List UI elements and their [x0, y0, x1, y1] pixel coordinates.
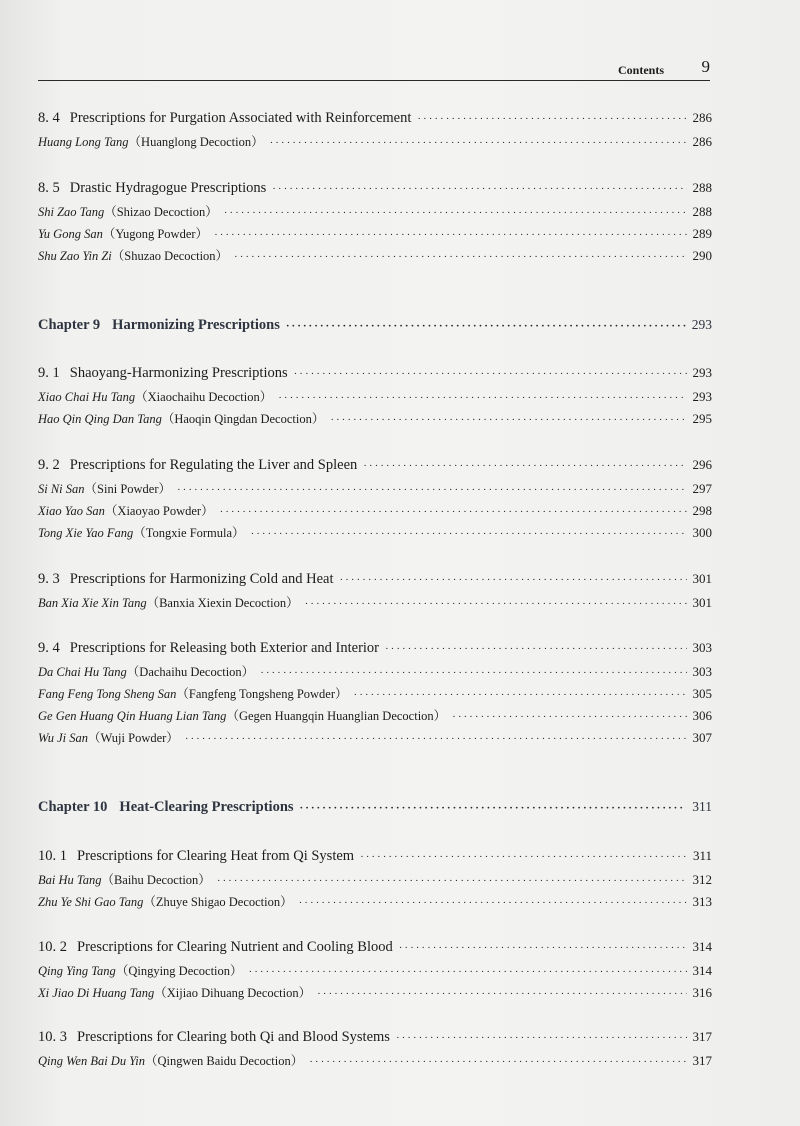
prescription-heading	[38, 387, 272, 405]
toc-chapter-entry[interactable]	[38, 799, 712, 816]
toc-prescription-entry[interactable]	[38, 501, 712, 519]
dot-leader	[270, 137, 687, 149]
dot-leader	[272, 183, 686, 195]
toc-page-number: 286	[692, 110, 712, 125]
prescription-pinyin-name: Xiao Chai Hu Tang	[38, 390, 136, 404]
prescription-heading	[38, 202, 218, 220]
toc-section-entry[interactable]	[38, 1029, 712, 1046]
dot-leader	[234, 251, 686, 263]
section-heading	[38, 939, 393, 956]
dot-leader	[340, 574, 687, 586]
prescription-pinyin-name: Tong Xie Yao Fang	[38, 526, 134, 540]
prescription-english-name: （Shizao Decoction）	[104, 205, 218, 219]
prescription-english-name: （Qingying Decoction）	[115, 964, 243, 978]
section-number: 8. 5	[38, 180, 60, 196]
toc-page-number: 301	[692, 595, 712, 610]
toc-section-entry[interactable]	[38, 939, 712, 956]
prescription-heading	[38, 1051, 303, 1069]
toc-page-number: 314	[692, 963, 712, 978]
prescription-pinyin-name: Zhu Ye Shi Gao Tang	[38, 895, 144, 909]
toc-page-number: 307	[692, 730, 712, 745]
toc-prescription-entry[interactable]	[38, 684, 712, 702]
prescription-english-name: （Banxia Xiexin Decoction）	[146, 596, 299, 610]
prescription-heading	[38, 983, 311, 1001]
toc-prescription-entry[interactable]	[38, 1051, 712, 1069]
prescription-pinyin-name: Xi Jiao Di Huang Tang	[38, 986, 155, 1000]
prescription-heading	[38, 728, 179, 746]
toc-page-number: 305	[692, 686, 712, 701]
section-heading	[38, 180, 266, 197]
dot-leader	[299, 897, 687, 909]
section-title: Prescriptions for Releasing both Exterior and Interior	[69, 640, 380, 656]
prescription-english-name: （Yugong Powder）	[102, 227, 209, 241]
toc-page-number: 317	[692, 1029, 712, 1044]
section-title: Prescriptions for Clearing Heat from Qi System	[77, 848, 355, 864]
prescription-pinyin-name: Huang Long Tang	[38, 135, 129, 149]
prescription-heading	[38, 501, 214, 519]
prescription-pinyin-name: Bai Hu Tang	[38, 873, 102, 887]
toc-page-number: 293	[692, 389, 712, 404]
prescription-english-name: （Dachaihu Decoction）	[126, 665, 255, 679]
toc-page-number: 312	[692, 872, 712, 887]
prescription-pinyin-name: Si Ni San	[38, 482, 85, 496]
toc-section-entry[interactable]	[38, 571, 712, 588]
toc-page-number: 293	[691, 317, 712, 332]
prescription-heading	[38, 961, 243, 979]
prescription-pinyin-name: Hao Qin Qing Dan Tang	[38, 412, 162, 426]
section-number: 10. 1	[38, 848, 67, 864]
prescription-heading	[38, 684, 348, 702]
toc-prescription-entry[interactable]	[38, 870, 712, 888]
toc-page-number: 295	[692, 411, 712, 426]
toc-prescription-entry[interactable]	[38, 387, 712, 405]
dot-leader	[417, 113, 686, 125]
toc-page-number: 296	[692, 457, 712, 472]
prescription-pinyin-name: Shi Zao Tang	[38, 205, 105, 219]
prescription-english-name: （Zhuye Shigao Decoction）	[143, 895, 293, 909]
page-number: 9	[701, 57, 710, 76]
toc-page-number: 316	[692, 985, 712, 1000]
prescription-heading	[38, 593, 299, 611]
dot-leader	[399, 942, 687, 954]
dot-leader	[294, 368, 687, 380]
prescription-pinyin-name: Fang Feng Tong Sheng San	[38, 687, 177, 701]
chapter-heading	[38, 317, 280, 334]
dot-leader	[286, 320, 686, 332]
dot-leader	[220, 506, 687, 518]
prescription-english-name: （Fangfeng Tongsheng Powder）	[176, 687, 348, 701]
dot-leader	[452, 711, 686, 723]
toc-prescription-entry[interactable]	[38, 593, 712, 611]
dot-leader	[278, 392, 686, 404]
section-title: Prescriptions for Purgation Associated with Reinforcement	[69, 110, 412, 126]
chapter-title: Harmonizing Prescriptions	[112, 317, 280, 333]
dot-leader	[249, 966, 687, 978]
dot-leader	[177, 484, 686, 496]
dot-leader	[300, 802, 687, 814]
toc-page-number: 290	[692, 248, 712, 263]
prescription-pinyin-name: Qing Wen Bai Du Yin	[38, 1054, 145, 1068]
toc-prescription-entry[interactable]	[38, 706, 712, 724]
prescription-pinyin-name: Yu Gong San	[38, 227, 103, 241]
toc-prescription-entry[interactable]	[38, 983, 712, 1001]
toc-page-number: 301	[692, 571, 712, 586]
dot-leader	[309, 1056, 686, 1068]
toc-page-number: 311	[692, 799, 712, 814]
prescription-english-name: （Xiaoyao Powder）	[104, 504, 214, 518]
toc-chapter-entry[interactable]	[38, 317, 712, 334]
chapter-heading	[38, 799, 294, 816]
dot-leader	[354, 689, 687, 701]
prescription-english-name: （Shuzao Decoction）	[111, 249, 229, 263]
dot-leader	[224, 207, 687, 219]
chapter-label: Chapter 10	[38, 799, 108, 815]
section-heading	[38, 1029, 390, 1046]
prescription-heading	[38, 870, 211, 888]
toc-section-entry[interactable]	[38, 180, 712, 197]
toc-page-number: 313	[692, 894, 712, 909]
prescription-heading	[38, 409, 324, 427]
toc-page-number: 289	[692, 226, 712, 241]
section-heading	[38, 457, 357, 474]
toc-section-entry[interactable]	[38, 110, 712, 127]
toc-page-number: 306	[692, 708, 712, 723]
dot-leader	[396, 1032, 687, 1044]
toc-prescription-entry[interactable]	[38, 224, 712, 242]
section-heading	[38, 110, 411, 127]
toc-page-number: 303	[692, 640, 712, 655]
toc-prescription-entry[interactable]	[38, 202, 712, 220]
prescription-english-name: （Wuji Powder）	[88, 731, 179, 745]
prescription-heading	[38, 706, 446, 724]
toc-prescription-entry[interactable]	[38, 728, 712, 746]
section-heading	[38, 848, 354, 865]
prescription-english-name: （Qingwen Baidu Decoction）	[144, 1054, 304, 1068]
section-heading	[38, 571, 334, 588]
prescription-heading	[38, 246, 228, 264]
prescription-pinyin-name: Wu Ji San	[38, 731, 88, 745]
toc-prescription-entry[interactable]	[38, 409, 712, 427]
dot-leader	[360, 851, 687, 863]
page-header	[38, 57, 710, 81]
dot-leader	[185, 733, 687, 745]
chapter-label: Chapter 9	[38, 317, 101, 333]
toc-page-number: 303	[692, 664, 712, 679]
section-heading	[38, 365, 288, 382]
toc-prescription-entry[interactable]	[38, 892, 712, 910]
section-title: Drastic Hydragogue Prescriptions	[69, 180, 267, 196]
dot-leader	[385, 643, 686, 655]
toc-page-number: 314	[692, 939, 712, 954]
prescription-pinyin-name: Ban Xia Xie Xin Tang	[38, 596, 147, 610]
section-number: 10. 2	[38, 939, 67, 955]
prescription-heading	[38, 662, 254, 680]
prescription-english-name: （Baihu Decoction）	[101, 873, 211, 887]
dot-leader	[217, 875, 687, 887]
prescription-pinyin-name: Ge Gen Huang Qin Huang Lian Tang	[38, 709, 227, 723]
prescription-english-name: （Sini Powder）	[84, 482, 172, 496]
section-title: Prescriptions for Regulating the Liver and Spleen	[69, 457, 358, 473]
prescription-english-name: （Haoqin Qingdan Decoction）	[161, 412, 325, 426]
dot-leader	[317, 988, 686, 1000]
prescription-heading	[38, 892, 293, 910]
dot-leader	[305, 598, 687, 610]
prescription-english-name: （Huanglong Decoction）	[128, 135, 264, 149]
dot-leader	[363, 460, 686, 472]
section-title: Shaoyang-Harmonizing Prescriptions	[69, 365, 288, 381]
section-number: 9. 2	[38, 457, 60, 473]
toc-page-number: 297	[692, 481, 712, 496]
dot-leader	[330, 414, 686, 426]
section-number: 9. 3	[38, 571, 60, 587]
section-title: Prescriptions for Clearing Nutrient and Cooling Blood	[77, 939, 393, 955]
toc-prescription-entry[interactable]	[38, 246, 712, 264]
toc-section-entry[interactable]	[38, 365, 712, 382]
section-number: 10. 3	[38, 1029, 67, 1045]
prescription-english-name: （Gegen Huangqin Huanglian Decoction）	[226, 709, 447, 723]
toc-prescription-entry[interactable]	[38, 132, 712, 150]
toc-prescription-entry[interactable]	[38, 662, 712, 680]
prescription-heading	[38, 224, 208, 242]
dot-leader	[251, 528, 687, 540]
toc-page-number: 288	[692, 180, 712, 195]
prescription-pinyin-name: Xiao Yao San	[38, 504, 105, 518]
toc-page-number: 317	[692, 1053, 712, 1068]
dot-leader	[214, 229, 686, 241]
section-heading	[38, 640, 379, 657]
toc-section-entry[interactable]	[38, 640, 712, 657]
section-number: 8. 4	[38, 110, 60, 126]
toc-page-number: 300	[692, 525, 712, 540]
running-title: Contents	[617, 63, 664, 77]
section-number: 9. 4	[38, 640, 60, 656]
toc-page-number: 286	[692, 134, 712, 149]
prescription-heading	[38, 523, 245, 541]
prescription-pinyin-name: Da Chai Hu Tang	[38, 665, 127, 679]
prescription-english-name: （Xijiao Dihuang Decoction）	[154, 986, 312, 1000]
prescription-pinyin-name: Qing Ying Tang	[38, 964, 116, 978]
prescription-english-name: （Tongxie Formula）	[133, 526, 245, 540]
dot-leader	[260, 667, 686, 679]
toc-prescription-entry[interactable]	[38, 479, 712, 497]
toc-page-number: 311	[692, 848, 712, 863]
chapter-title: Heat-Clearing Prescriptions	[119, 799, 294, 815]
section-title: Prescriptions for Harmonizing Cold and Heat	[69, 571, 334, 587]
toc-prescription-entry[interactable]	[38, 523, 712, 541]
toc-section-entry[interactable]	[38, 457, 712, 474]
toc-prescription-entry[interactable]	[38, 961, 712, 979]
toc-page-number: 288	[692, 204, 712, 219]
section-number: 9. 1	[38, 365, 60, 381]
prescription-heading	[38, 479, 171, 497]
prescription-pinyin-name: Shu Zao Yin Zi	[38, 249, 112, 263]
prescription-english-name: （Xiaochaihu Decoction）	[135, 390, 273, 404]
section-title: Prescriptions for Clearing both Qi and Blood Systems	[77, 1029, 390, 1045]
prescription-heading	[38, 132, 264, 150]
toc-page-number: 298	[692, 503, 712, 518]
toc-section-entry[interactable]	[38, 848, 712, 865]
toc-page-number: 293	[692, 365, 712, 380]
